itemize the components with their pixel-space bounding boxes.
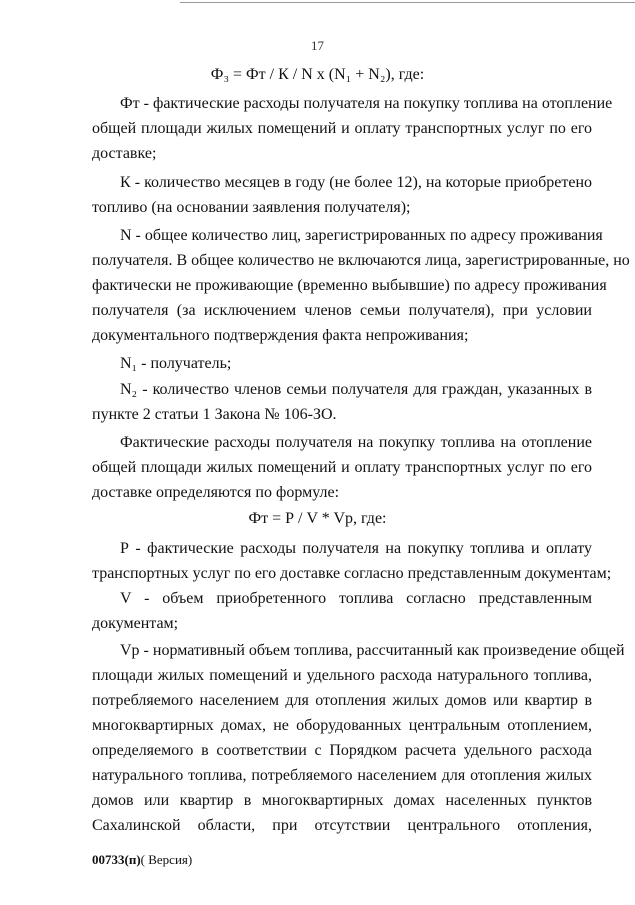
text-line: общей площади жилых помещений и оплату транспортных услуг по его [92, 459, 592, 476]
text-line: пункте 2 статьи 1 Закона № 106-ЗО. [92, 406, 337, 423]
text-line: доставке определяются по формуле: [92, 484, 340, 501]
paragraph-n2 [92, 377, 592, 427]
paragraph-n [92, 223, 630, 348]
text-line: топливо (на основании заявления получателя); [92, 199, 411, 216]
paragraph-v [92, 586, 592, 636]
formula-f3: Ф₃ = Фт / К / N х (N₁ + N₂), где: [210, 66, 425, 83]
top-scan-line [180, 2, 635, 3]
text-line: получателя (за исключением членов семьи получателя), при условии [92, 302, 592, 319]
document-footer [92, 852, 192, 868]
text-line: определяемого в соответствии с Порядком расчета удельного расхода [92, 742, 592, 759]
paragraph-n1 [92, 351, 592, 376]
text-line: Фт - фактические расходы получателя на покупку топлива на отопление [120, 95, 613, 112]
text-line: документам; [92, 615, 179, 632]
text-line: документального подтверждения факта непроживания; [92, 327, 469, 344]
text-line: площади жилых помещений и удельного расхода натурального топлива, [92, 667, 592, 684]
text-line: Vр - нормативный объем топлива, рассчитанный как произведение общей [120, 642, 625, 659]
paragraph-vr [92, 638, 625, 838]
text-line: получателя. В общее количество не включаются лица, зарегистрированные, но [92, 252, 630, 269]
text-line: транспортных услуг по его доставке согласно представленным документам; [92, 565, 612, 582]
text-line: натурального топлива, потребляемого населением для отопления жилых [92, 767, 592, 784]
text-line: общей площади жилых помещений и оплату транспортных услуг по его [92, 120, 592, 137]
paragraph-k [92, 170, 592, 220]
text-line: Сахалинской области, при отсутствии центрального отопления, [92, 817, 592, 834]
text-line: потребляемого населением для отопления жилых домов или квартир в [92, 692, 592, 709]
text-line: домов или квартир в многоквартирных домах населенных пунктов [92, 792, 592, 809]
text-line: N₁ - получатель; [120, 355, 232, 372]
document-code: 00733(п) [92, 852, 141, 867]
paragraph-p [92, 536, 612, 586]
formula-ft: Фт = Р / V * Vр, где: [248, 510, 387, 527]
text-line: Фактические расходы получателя на покупку топлива на отопление [120, 434, 592, 451]
paragraph-fact [92, 430, 592, 505]
paragraph-ft [92, 91, 613, 166]
text-line: доставке; [92, 145, 157, 162]
text-line: многоквартирных домах, не оборудованных центральным отоплением, [92, 717, 592, 734]
text-line: N₂ - количество членов семьи получателя для граждан, указанных в [120, 381, 592, 398]
text-line: Р - фактические расходы получателя на покупку топлива и оплату [120, 540, 592, 557]
document-version-label: ( Версия) [140, 852, 193, 867]
text-line: V - объем приобретенного топлива согласно представленным [120, 590, 592, 607]
text-line: фактически не проживающие (временно выбывшие) по адресу проживания [92, 277, 607, 294]
text-line: N - общее количество лиц, зарегистрированных по адресу проживания [120, 227, 603, 244]
text-line: К - количество месяцев в году (не более 12), на которые приобретено [120, 174, 592, 191]
page-number: 17 [311, 38, 324, 53]
